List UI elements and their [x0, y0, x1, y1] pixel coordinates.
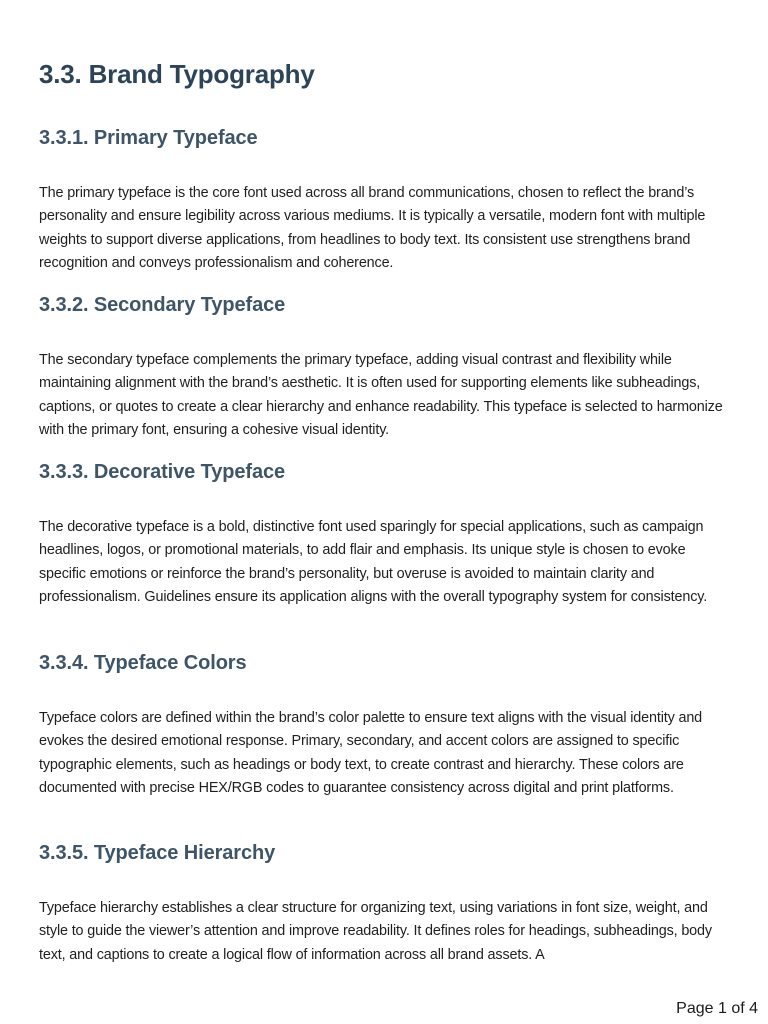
section-heading: 3.3.1. Primary Typeface	[39, 127, 258, 149]
section-body: Typeface colors are defined within the brand’s color palette to ensure text aligns with the visual identity and evokes the desired emotional response. Primary, secondary, and accent colors are assigned to specific typographic elements, such as headings or body text, to create contrast and hierarchy. These colors are documented with precise HEX/RGB codes to guarantee consistency across digital and print platforms.	[39, 710, 703, 796]
section-heading: 3.3.3. Decorative Typeface	[39, 461, 286, 483]
section-primary-typeface	[39, 124, 731, 275]
section-heading: 3.3.5. Typeface Hierarchy	[39, 842, 276, 864]
section-body: The decorative typeface is a bold, distinctive font used sparingly for special applications, such as campaign headlines, logos, or promotional materials, to add flair and emphasis. Its unique style is chosen to evoke specific emotions or reinforce the brand’s personality, but overuse is avoided to maintain clarity and professionalism. Guidelines ensure its application aligns with the overall typography system for consistency.	[39, 519, 708, 605]
page-title: 3.3. Brand Typography	[39, 59, 315, 89]
section-typeface-hierarchy	[39, 839, 731, 967]
section-typeface-colors	[39, 649, 731, 800]
section-heading: 3.3.2. Secondary Typeface	[39, 294, 286, 316]
section-secondary-typeface	[39, 291, 731, 442]
section-decorative-typeface	[39, 458, 731, 609]
section-body: The primary typeface is the core font used across all brand communications, chosen to reflect the brand’s personality and ensure legibility across various mediums. It is typically a versatile, modern font with multiple weights to support diverse applications, from headlines to body text. Its consistent use strengthens brand recognition and conveys professionalism and coherence.	[39, 185, 706, 271]
section-body: The secondary typeface complements the primary typeface, adding visual contrast and flexibility while maintaining alignment with the brand’s aesthetic. It is often used for supporting elements like subheadings, captions, or quotes to create a clear hierarchy and enhance readability. This typeface is selected to harmonize with the primary font, ensuring a cohesive visual identity.	[39, 352, 723, 438]
section-body: Typeface hierarchy establishes a clear structure for organizing text, using variations in font size, weight, and style to guide the viewer’s attention and improve readability. It defines roles for headings, subheadings, body text, and captions to create a logical flow of information across all brand assets. A	[39, 900, 712, 963]
page-number: Page 1 of 4	[676, 1000, 758, 1017]
section-heading: 3.3.4. Typeface Colors	[39, 652, 247, 674]
